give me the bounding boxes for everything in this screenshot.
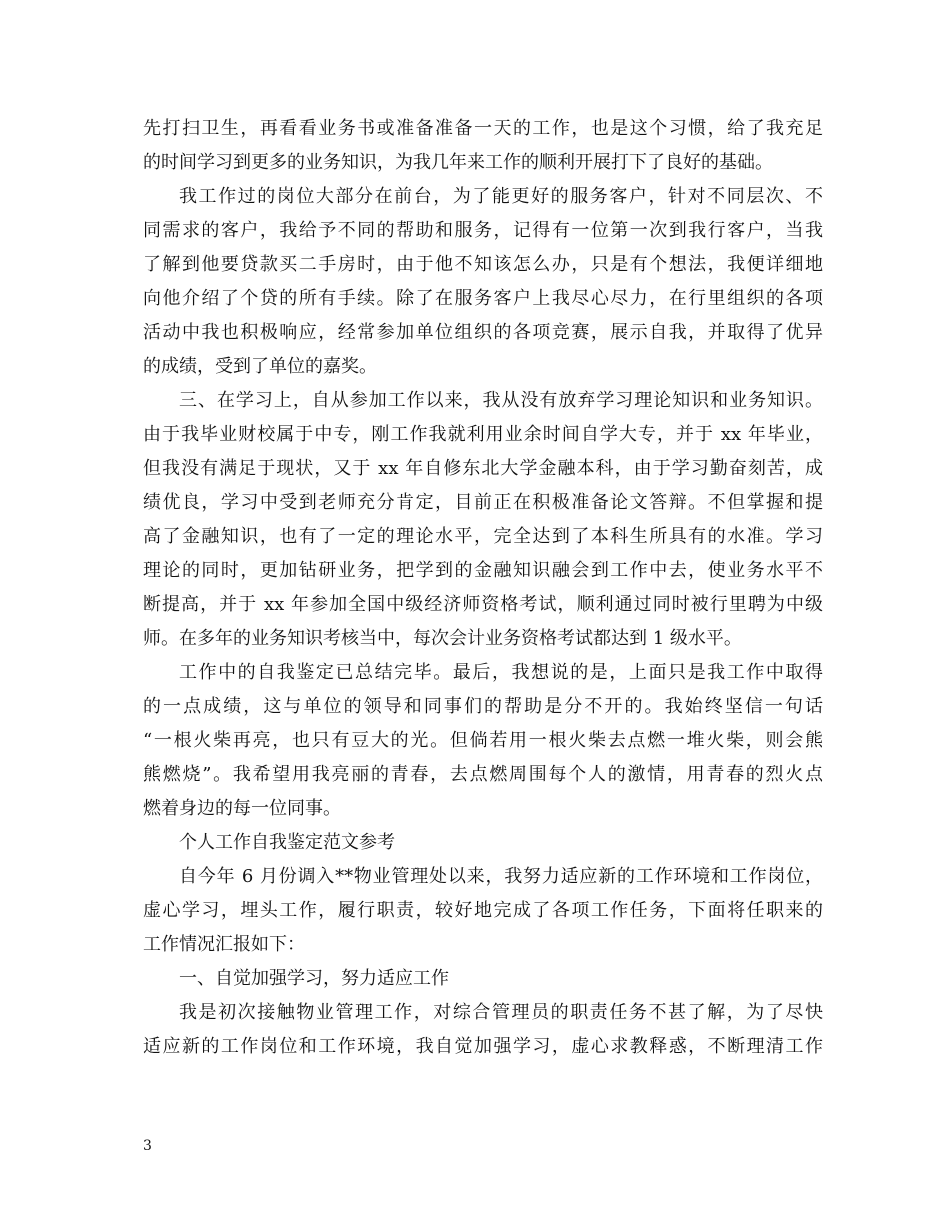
page-number: 3 (143, 1138, 152, 1154)
text-line: 了解到他要贷款买二手房时，由于他不知该怎么办，只是有个想法，我便详细地 (143, 254, 823, 275)
text-line: 我工作过的岗位大部分在前台，为了能更好的服务客户，针对不同层次、不 (179, 186, 823, 207)
text-line: 工作中的自我鉴定已总结完毕。最后，我想说的是，上面只是我工作中取得 (179, 662, 823, 683)
text-line: 我是初次接触物业管理工作，对综合管理员的职责任务不甚了解，为了尽快 (179, 1002, 823, 1023)
text-line: 绩优良，学习中受到老师充分肯定，目前正在积极准备论文答辩。不但掌握和提 (143, 492, 823, 513)
paragraph (143, 384, 823, 656)
text-line: 的时间学习到更多的业务知识，为我几年来工作的顺利开展打下了良好的基础。 (143, 152, 773, 173)
paragraph (143, 656, 823, 826)
paragraph (143, 860, 823, 962)
text-line: 的成绩，受到了单位的嘉奖。 (143, 356, 377, 377)
text-line: 理论的同时，更加钻研业务，把学到的金融知识融会到工作中去，使业务水平不 (143, 560, 823, 581)
text-line: 先打扫卫生，再看看业务书或准备准备一天的工作，也是这个习惯，给了我充足 (143, 118, 823, 139)
text-line: 工作情况汇报如下： (143, 934, 305, 955)
paragraph (143, 996, 823, 1064)
document-body (143, 112, 823, 1064)
paragraph (143, 826, 823, 860)
text-line: 三、在学习上，自从参加工作以来，我从没有放弃学习理论知识和业务知识。 (179, 390, 823, 411)
text-line: 自今年 6 月份调入**物业管理处以来，我努力适应新的工作环境和工作岗位， (179, 866, 823, 887)
text-line: 师。在多年的业务知识考核当中，每次会计业务资格考试都达到 1 级水平。 (143, 628, 742, 649)
paragraph (143, 962, 823, 996)
text-line: 适应新的工作岗位和工作环境，我自觉加强学习，虚心求教释惑，不断理清工作 (143, 1036, 823, 1057)
text-line: 但我没有满足于现状，又于 xx 年自修东北大学金融本科，由于学习勤奋刻苦，成 (143, 458, 823, 479)
text-line: 熊燃烧”。我希望用我亮丽的青春，去点燃周围每个人的激情，用青春的烈火点 (143, 764, 823, 785)
text-line: 个人工作自我鉴定范文参考 (179, 832, 395, 853)
text-line: 虚心学习，埋头工作，履行职责，较好地完成了各项工作任务，下面将任职来的 (143, 900, 823, 921)
text-line: “一根火柴再亮，也只有豆大的光。但倘若用一根火柴去点燃一堆火柴，则会熊 (143, 730, 823, 751)
text-line: 高了金融知识，也有了一定的理论水平，完全达到了本科生所具有的水准。学习 (143, 526, 823, 547)
text-line: 同需求的客户，我给予不同的帮助和服务，记得有一位第一次到我行客户，当我 (143, 220, 823, 241)
paragraph (143, 112, 823, 180)
text-line: 活动中我也积极响应，经常参加单位组织的各项竞赛，展示自我，并取得了优异 (143, 322, 823, 343)
text-line: 一、自觉加强学习，努力适应工作 (179, 968, 449, 989)
text-line: 由于我毕业财校属于中专，刚工作我就利用业余时间自学大专，并于 xx 年毕业， (143, 424, 823, 445)
text-line: 燃着身边的每一位同事。 (143, 798, 341, 819)
text-line: 断提高，并于 xx 年参加全国中级经济师资格考试，顺利通过同时被行里聘为中级 (143, 594, 823, 615)
text-line: 的一点成绩，这与单位的领导和同事们的帮助是分不开的。我始终坚信一句话 (143, 696, 823, 717)
paragraph (143, 180, 823, 384)
text-line: 向他介绍了个贷的所有手续。除了在服务客户上我尽心尽力，在行里组织的各项 (143, 288, 823, 309)
